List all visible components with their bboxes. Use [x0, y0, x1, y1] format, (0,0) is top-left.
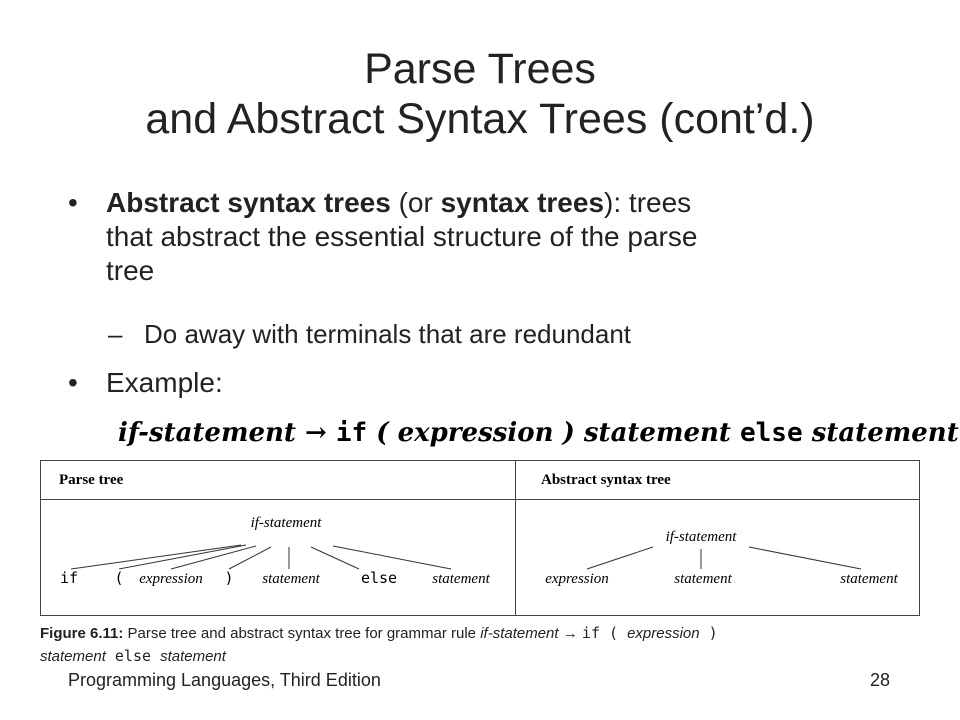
rule-expr: expression — [397, 418, 554, 448]
bullet-line-2: that abstract the essential structure of the parse — [106, 221, 698, 252]
caption-label: Figure 6.11: — [40, 625, 124, 642]
rule-if: if — [335, 418, 368, 448]
bullet-marker: • — [68, 187, 78, 218]
sub-bullet-text: Do away with terminals that are redundant — [144, 319, 632, 349]
rule-rparen: ) — [562, 418, 575, 448]
title-line-2: and Abstract Syntax Trees (cont’d.) — [145, 95, 815, 143]
bullet-line-3: tree — [106, 255, 155, 286]
title-line-1: Parse Trees — [364, 45, 596, 93]
parse-node-expression: expression — [139, 571, 203, 587]
rule-stmt2: statement — [811, 418, 959, 448]
tree-edges — [41, 461, 919, 615]
ast-node-expression: expression — [545, 571, 609, 587]
bullet-marker-example: • — [68, 367, 78, 398]
rule-arrow: → — [305, 418, 327, 448]
figure-box — [40, 460, 920, 616]
bullet-line-1: Abstract syntax trees (or syntax trees): trees — [106, 187, 692, 218]
grammar-rule — [0, 418, 960, 458]
ast-root-node: if-statement — [665, 529, 737, 545]
rule-stmt1: statement — [583, 418, 731, 448]
parse-tree-header: Parse tree — [59, 472, 124, 488]
parse-node-lparen: ( — [114, 569, 124, 587]
ast-node-statement-2: statement — [840, 571, 898, 587]
slide-number: 28 — [870, 670, 891, 690]
footer-book-title: Programming Languages, Third Edition — [68, 670, 381, 690]
rule-lparen: ( — [376, 418, 389, 448]
ast-node-statement-1: statement — [674, 571, 732, 587]
ast-header: Abstract syntax tree — [541, 472, 671, 488]
rule-else: else — [740, 418, 803, 448]
bullet-example — [68, 366, 468, 402]
slide-title — [0, 44, 960, 144]
term-abstract-syntax-trees: Abstract syntax trees — [106, 187, 391, 218]
bullet-example-text: Example: — [106, 367, 223, 398]
rule-lhs: if-statement — [118, 418, 296, 448]
parse-node-else: else — [360, 569, 398, 587]
bullet-abstract-syntax-trees — [68, 186, 908, 296]
term-syntax-trees: syntax trees — [440, 187, 605, 218]
sub-bullet-marker: – — [108, 319, 123, 349]
parse-node-rparen: ) — [224, 569, 234, 587]
figure-caption: Figure 6.11: Parse tree and abstract syntax tree for grammar rule if-statement → if ( expression ) statement else statement — [40, 624, 718, 665]
parse-node-statement-2: statement — [432, 571, 490, 587]
parse-node-if: if — [59, 569, 79, 587]
parse-node-statement-1: statement — [262, 571, 320, 587]
parse-root-node: if-statement — [250, 515, 322, 531]
